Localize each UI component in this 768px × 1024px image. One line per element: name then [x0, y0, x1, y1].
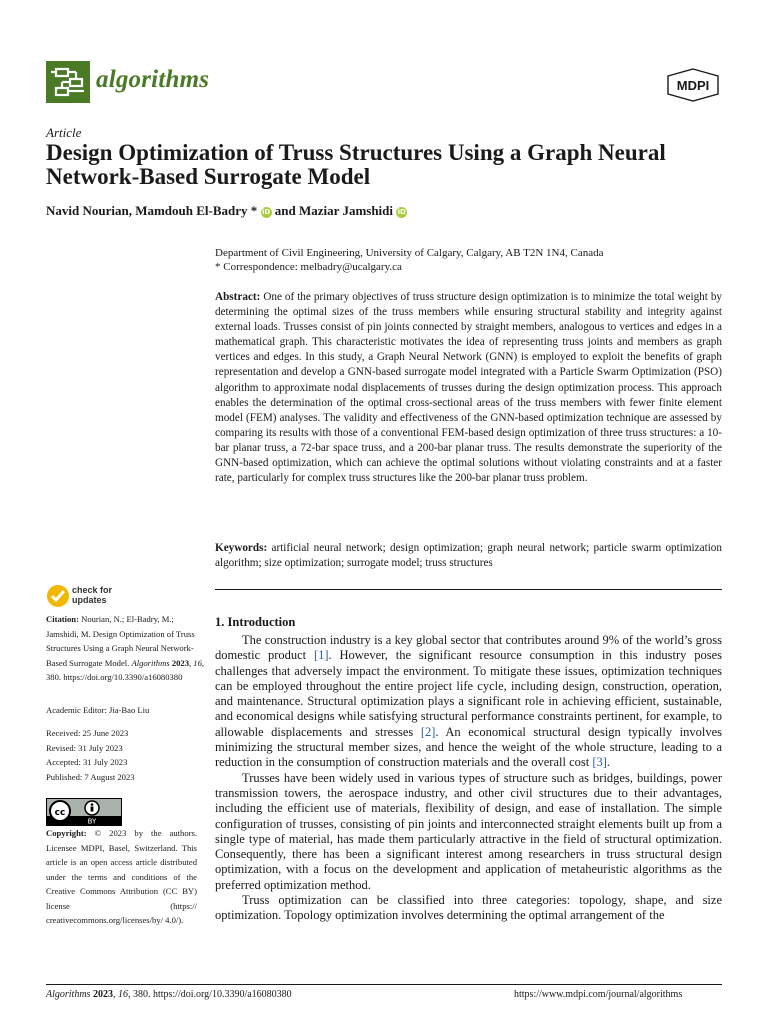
copyright-label: Copyright: [46, 828, 87, 838]
author-list [46, 203, 407, 219]
check-updates-line2: updates [72, 595, 107, 605]
divider [215, 589, 722, 590]
footer-volume: 16 [117, 989, 128, 1000]
copyright-block [46, 826, 197, 928]
date-published: Published: 7 August 2023 [46, 771, 135, 782]
reference-link[interactable]: [1] [313, 648, 329, 663]
p1-d: . [606, 755, 611, 770]
footer-citation: Algorithms 2023, 16, 380. https://doi.org/10.3390/a16080380 [46, 989, 292, 1000]
affiliation-block [215, 246, 725, 274]
orcid-icon[interactable]: iD [397, 208, 406, 216]
article-type: Article [46, 125, 82, 140]
reference-link[interactable]: [3] [592, 755, 607, 770]
check-updates-line1: check for [72, 585, 113, 595]
academic-editor: Academic Editor: Jia-Bao Liu [46, 705, 150, 715]
citation-journal: Algorithms [131, 657, 170, 668]
authors-text-2: and Maziar Jamshidi [274, 203, 394, 218]
p1-a: The construction industry is a key global sector that contributes around 9% of the world’s gross domestic product [215, 633, 722, 663]
citation-doi[interactable]: https://doi.org/10.3390/a16080380 [63, 672, 183, 682]
paragraph: Truss optimization can be classified into three categories: topology, shape, and size optimization. Topology optimization involves determining the optimal arrangement of the [215, 893, 722, 923]
citation-volume: 16 [193, 657, 202, 668]
check-updates-icon[interactable] [46, 584, 70, 608]
footer-divider [46, 984, 722, 985]
dates-block [46, 726, 206, 784]
keywords-text: artificial neural network; design optimization; graph neural network; particle swarm optimization algorithm; size optimization; surrogate model; truss structures [215, 542, 722, 570]
citation-year: 2023 [171, 657, 189, 668]
affiliation: Department of Civil Engineering, University of Calgary, Calgary, AB T2N 1N4, Canada [215, 247, 604, 259]
citation-tail: , 380. [46, 657, 205, 682]
keywords-label: Keywords: [215, 542, 268, 554]
orcid-icon[interactable]: iD [261, 208, 271, 216]
copyright-text: © 2023 by the authors. Licensee MDPI, Basel, Switzerland. This article is an open access article distributed under the terms and conditions of the Creative Commons Attribution (CC BY) license (https:// creativecommons.org/licenses/by/ 4.0/). [46, 828, 197, 925]
check-for-updates[interactable] [72, 585, 112, 605]
citation-text: Nourian, N.; El-Badry, M.; Jamshidi, M. Design Optimization of Truss Structures Using a Graph Neural Network-Based Surrogate Model. [46, 614, 195, 668]
correspondence: * Correspondence: melbadry@ucalgary.ca [215, 261, 402, 273]
authors-text: Navid Nourian, Mamdouh El-Badry * [46, 203, 258, 218]
keywords [215, 541, 722, 571]
journal-name: algorithms [96, 66, 210, 93]
citation-label: Citation: [46, 614, 79, 624]
p1-b: . However, the significant resource consumption in this industry poses challenges that adversely impact the environment. To mitigate these issues, optimization techniques can be employed throughout the entire project life cycle, including design, construction, operation, and maintenance. Structural optimization plays a significant role in achieving efficient, sustainable, and economical designs while satisfying structural performance constraints pertinent, for example, to allowable displacements and stresses [215, 648, 722, 739]
footer-year: 2023 [92, 989, 113, 1000]
mdpi-logo[interactable] [666, 68, 720, 102]
cc-label: BY [87, 817, 97, 825]
reference-link[interactable]: [2] [420, 724, 436, 739]
svg-text:cc: cc [54, 808, 66, 818]
cc-by-license-badge[interactable] [46, 798, 122, 826]
section-heading: 1. Introduction [215, 615, 296, 629]
p1-c: . An economical structural design typically involves minimizing the structural member sizes, and hence the weight of the whole structure, leading to a reduction in the consumption of construction materials and the overall cost [215, 724, 722, 770]
date-received: Received: 25 June 2023 [46, 728, 129, 738]
abstract [215, 290, 722, 486]
citation-block: Citation: Nourian, N.; El-Badry, M.; Jamshidi, M. Design Optimization of Truss Structures Using a Graph Neural Network-Based Surrogate Model. Algorithms 2023, 16, 380. https://doi.org/10.3390/a16080380 [46, 614, 205, 682]
paragraph [215, 633, 722, 771]
date-accepted: Accepted: 31 July 2023 [46, 757, 128, 767]
paragraph: Trusses have been widely used in various types of structure such as bridges, buildings, power transmission towers, the aerospace industry, and other civil structures due to their advantages, including the efficient use of materials, flexibility of design, and ease of installation. The simple configuration of trusses, consisting of pin joints and interconnected straight elements built up from a single type of material, has made them particularly attractive in the field of structural optimization. Consequently, there has been a significant interest among researchers in truss structural design optimization, with a focus on the development and application of metaheuristic algorithms as the preferred optimization method. [215, 770, 722, 892]
paper-title: Design Optimization of Truss Structures Using a Graph Neural Network-Based Surrogate Model [46, 140, 666, 189]
mdpi-logo-text: MDPI [676, 78, 710, 93]
abstract-label: Abstract: [215, 291, 261, 303]
abstract-text: One of the primary objectives of truss structure design optimization is to minimize the total weight by determining the optimal sizes of the truss members while ensuring structural stability and integrity against external loads. Trusses consist of pin joints connected by straight members, analogous to vertices and edges in a mathematical graph. This characteristic motivates the idea of representing truss joints and members as graph vertices and edges. In this study, a Graph Neural Network (GNN) is employed to exploit the benefits of graph representation and develop a GNN-based surrogate model integrated with a Particle Swarm Optimization (PSO) algorithm to approximate nodal displacements of trusses during the design optimization process. This approach enables the determination of the optimal cross-sectional areas of the truss members with fewer finite element model (FEM) analyses. The validity and effectiveness of the GNN-based optimization technique are assessed by comparing its results with those of a conventional FEM-based design optimization of three truss structures: a 10-bar planar truss, a 72-bar space truss, and a 200-bar planar truss. The results demonstrate the superiority of the GNN-based optimization, which can achieve the optimal solutions without violating constraints and at a faster rate, particularly for complex truss structures like the 200-bar planar truss problem. [215, 291, 723, 485]
date-revised: Revised: 31 July 2023 [46, 742, 123, 753]
footer-journal: Algorithms [46, 989, 91, 1000]
footer-rest[interactable]: , 380. https://doi.org/10.3390/a16080380 [127, 989, 292, 1000]
journal-logo-icon [46, 61, 90, 103]
body-text [215, 633, 722, 924]
footer-url[interactable]: https://www.mdpi.com/journal/algorithms [514, 989, 683, 1000]
